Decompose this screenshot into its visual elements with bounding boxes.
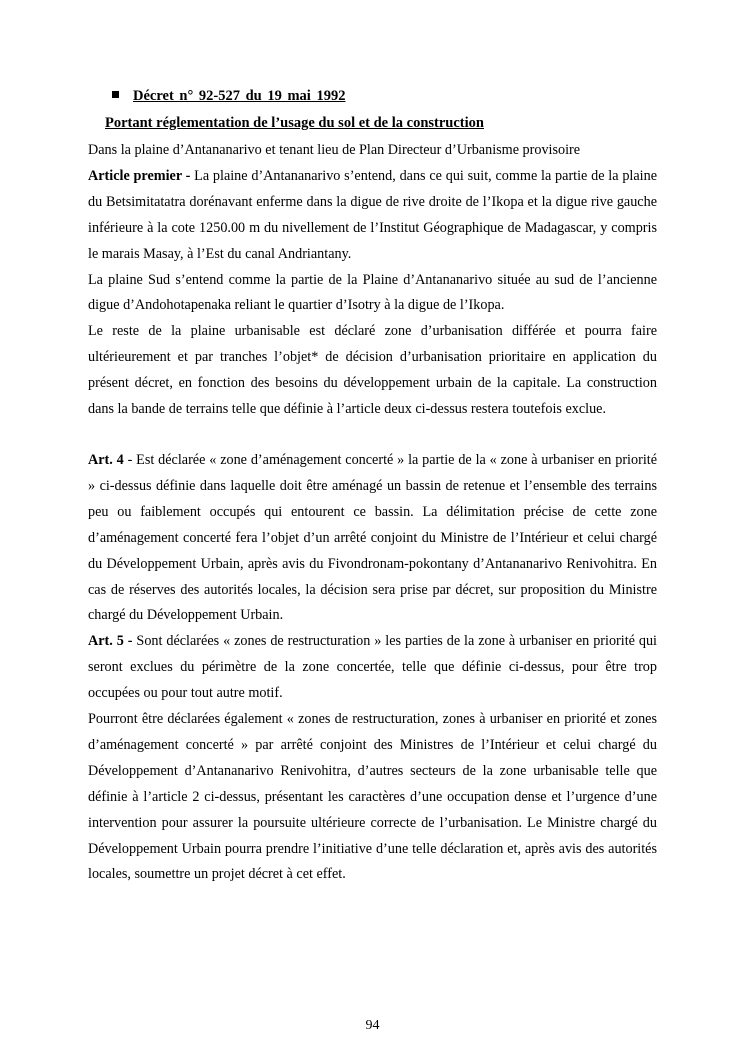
article-premier-text: La plaine d’Antananarivo s’entend, dans ce qui suit, comme la partie de la plaine du Betsimitatatra dorénavant enferme dans la digue de rive droite de l’Ikopa et la digue rive gauche inférieure à la cote 1250.00 m du nivellement de l’Institut Géographique de Madagascar, y compris le marais Masay, à l’Est du canal Andriantany.	[88, 167, 658, 262]
article-5-paragraph	[88, 629, 657, 707]
intro-paragraph: Dans la plaine d’Antananarivo et tenant lieu de Plan Directeur d’Urbanisme provisoire	[88, 142, 581, 158]
decree-subtitle: Portant réglementation de l’usage du sol et de la construction	[105, 115, 484, 131]
article-4-label: Art. 4	[88, 451, 124, 468]
pourront-paragraph: Pourront être déclarées également « zones de restructuration, zones à urbaniser en priorité et zones d’aménagement concerté » par arrêté conjoint des Ministres de l’Intérieur et celui chargé du Développement d’Antananarivo Renivohitra, d’autres secteurs de la zone urbanisable telle que définie à l’article 2 ci-dessus, présentant les caractères d’une occupation dense et l’urgence d’une intervention pour assurer la poursuite ultérieure correcte de l’urbanisation. Le Ministre chargé du Développement Urbain pourra prendre l’initiative d’une telle déclaration et, après avis des autorités locales, soumettre un projet décret à cet effet.	[88, 711, 657, 883]
article-5-text: Sont déclarées « zones de restructuration » les parties de la zone à urbaniser en priorité qui seront exclues du périmètre de la zone concertée, telle que définie ci-dessus, pour être trop occupées ou pour tout autre motif.	[88, 633, 658, 702]
article-premier-label: Article premier -	[88, 167, 191, 184]
decree-title: Décret n° 92-527 du 19 mai 1992	[133, 88, 346, 104]
article-4-text: - Est déclarée « zone d’aménagement concerté » la partie de la « zone à urbaniser en priorité » ci-dessus définie dans laquelle doit être aménagé un bassin de retenue et l’ensemble des terrains peu ou faiblement occupés qui entourent ce bassin. La délimitation précise de cette zone d’aménagement concerté fera l’objet d’un arrêté conjoint du Ministre de l’Intérieur et celui chargé du Développement Urbain, après avis du Fivondronam-pokontany d’Antananarivo Renivohitra. En cas de réserves des autorités locales, la décision sera prise par décret, sur proposition du Ministre chargé du Développement Urbain.	[88, 451, 657, 624]
reste-plaine-paragraph: Le reste de la plaine urbanisable est déclaré zone d’urbanisation différée et pourra faire ultérieurement et par tranches l’objet* de décision d’urbanisation prioritaire en application du présent décret, en fonction des besoins du développement urbain de la capitale. La construction dans la bande de terrains telle que définie à l’article deux ci-dessus restera toutefois exclue.	[88, 323, 657, 418]
article-4-paragraph	[88, 448, 657, 629]
decree-heading	[112, 86, 345, 106]
plaine-sud-paragraph: La plaine Sud s’entend comme la partie de la Plaine d’Antananarivo située au sud de l’ancienne digue d’Andohotapenaka reliant le quartier d’Isotry à la digue de l’Ikopa.	[88, 271, 657, 314]
square-bullet-icon	[112, 91, 119, 98]
page-number: 94	[365, 1018, 380, 1033]
article-5-label: Art. 5 -	[88, 633, 133, 650]
document-body	[88, 138, 657, 888]
article-premier-paragraph	[88, 164, 657, 268]
